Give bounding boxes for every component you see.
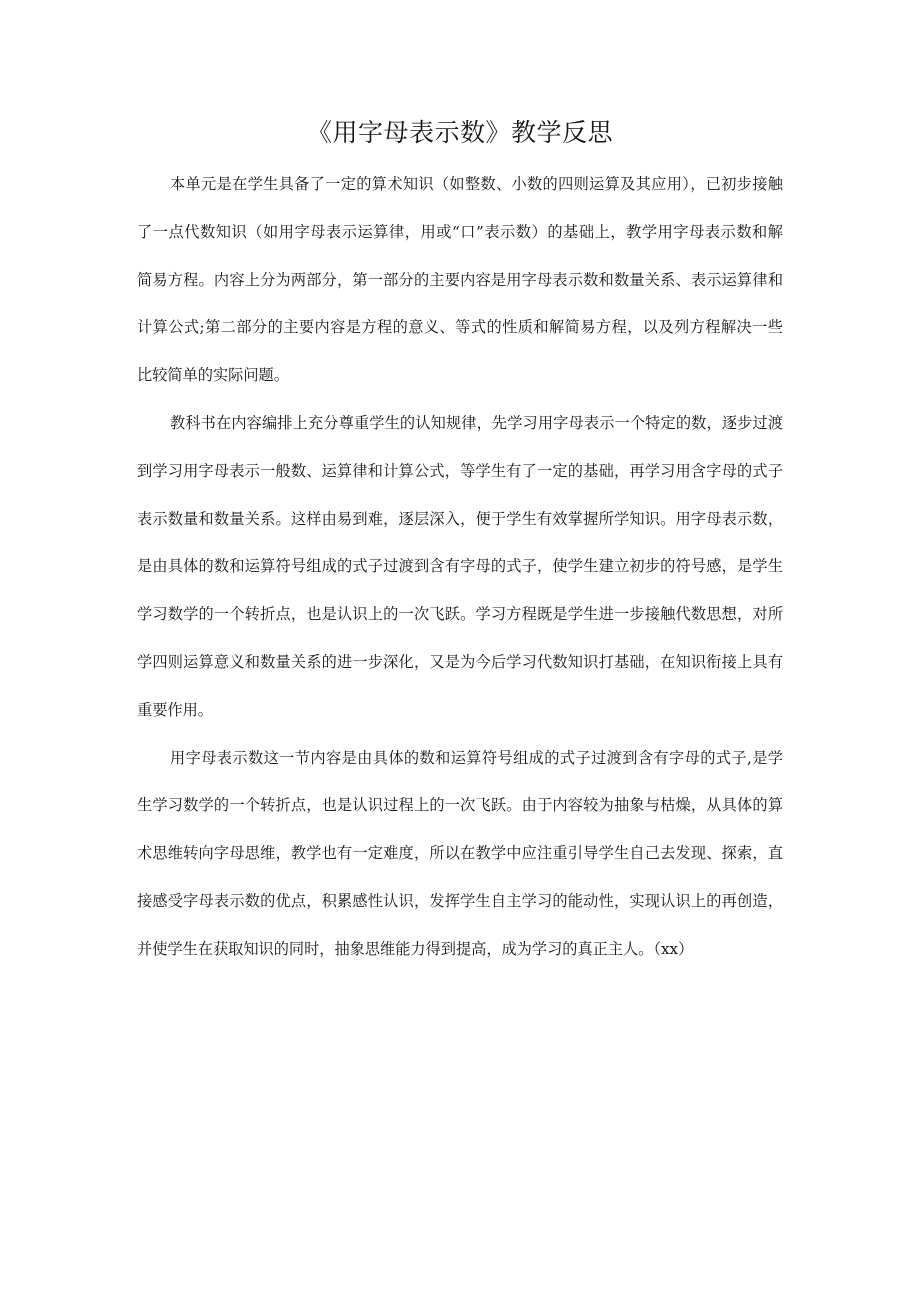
paragraph-line: 到学习用字母表示一般数、运算律和计算公式，等学生有了一定的基础，再学习用含字母的式子 [137, 461, 783, 480]
paragraph-line: 生学习数学的一个转折点，也是认识过程上的一次飞跃。由于内容较为抽象与枯燥，从具体的算 [137, 796, 783, 815]
paragraph-line: 本单元是在学生具备了一定的算术知识（如整数、小数的四则运算及其应用），已初步接触 [170, 175, 783, 193]
document-body [137, 161, 783, 974]
paragraph-line: 简易方程。内容上分为两部分，第一部分的主要内容是用字母表示数和数量关系、表示运算律和 [137, 270, 783, 289]
paragraph-line: 术思维转向字母思维，教学也有一定难度，所以在教学中应注重引导学生自己去发现、探索，直 [137, 844, 783, 863]
paragraph-3 [137, 735, 783, 974]
paragraph-line: 了一点代数知识（如用字母表示运算律，用或“口”表示数）的基础上，教学用字母表示数和解 [137, 222, 783, 241]
paragraph-line: 教科书在内容编排上充分尊重学生的认知规律，先学习用字母表示一个特定的数，逐步过渡 [170, 413, 783, 432]
paragraph-line: 计算公式;第二部分的主要内容是方程的意义、等式的性质和解简易方程，以及列方程解决一些 [137, 318, 783, 337]
document-title: 《用字母表示数》教学反思 [306, 118, 613, 147]
paragraph-line: 学习数学的一个转折点，也是认识上的一次飞跃。学习方程既是学生进一步接触代数思想，对所 [137, 605, 783, 624]
paragraph-line: 学四则运算意义和数量关系的进一步深化，又是为今后学习代数知识打基础，在知识衔接上具有 [137, 652, 783, 671]
paragraph-line: 重要作用。 [137, 700, 213, 719]
paragraph-line: 并使学生在获取知识的同时，抽象思维能力得到提高，成为学习的真正主人。（xx） [137, 939, 694, 958]
paragraph-line: 用字母表示数这一节内容是由具体的数和运算符号组成的式子过渡到含有字母的式子,是学 [170, 748, 783, 767]
paragraph-line: 是由具体的数和运算符号组成的式子过渡到含有字母的式子，使学生建立初步的符号感，是学生 [137, 557, 783, 576]
paragraph-2 [137, 400, 783, 735]
paragraph-line: 比较简单的实际问题。 [137, 366, 289, 385]
paragraph-1 [137, 161, 783, 400]
paragraph-line: 表示数量和数量关系。这样由易到难，逐层深入，便于学生有效掌握所学知识。用字母表示数， [137, 509, 783, 528]
paragraph-line: 接感受字母表示数的优点，积累感性认识，发挥学生自主学习的能动性，实现认识上的再创造， [137, 891, 783, 910]
